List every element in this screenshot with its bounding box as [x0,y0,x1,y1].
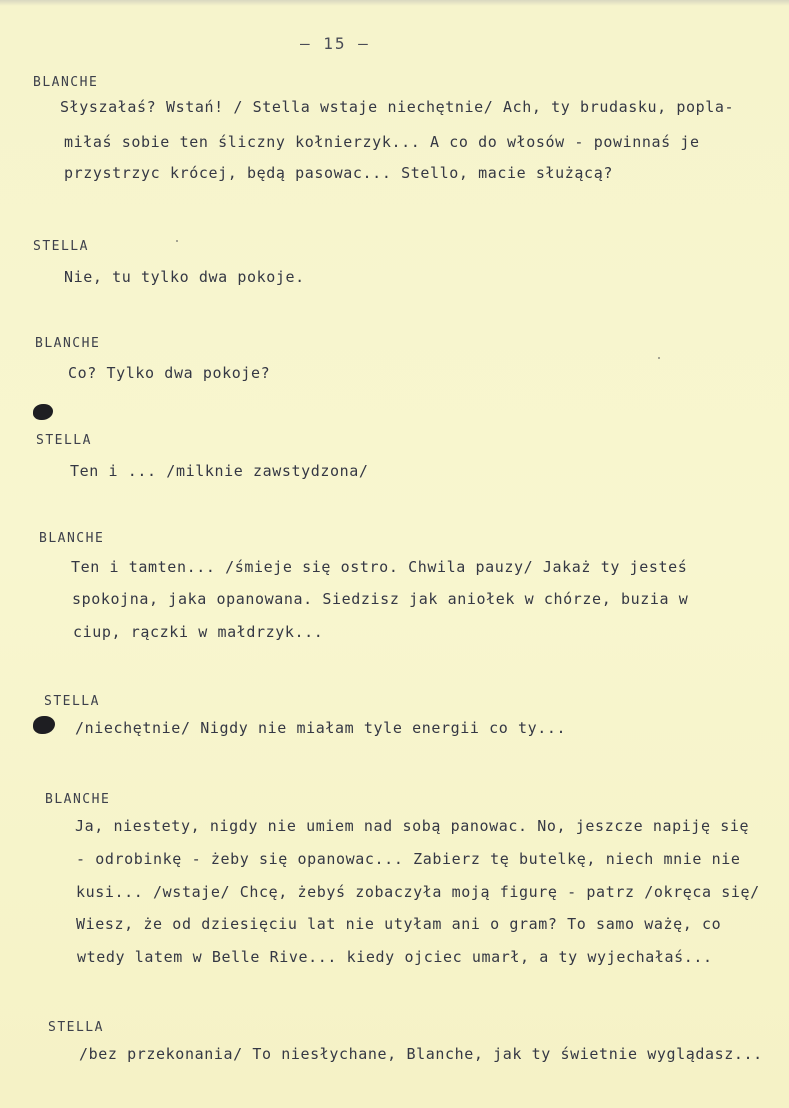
dialogue-line: Co? Tylko dwa pokoje? [68,364,271,382]
speaker-name: STELLA [44,694,100,709]
ink-blot [33,404,53,420]
ink-blot [33,716,55,734]
dialogue-line: - odrobinkę - żeby się opanowac... Zabierz tę butelkę, niech mnie nie [76,850,741,868]
dialogue-line: Ten i ... /milknie zawstydzona/ [70,462,369,480]
speaker-name: STELLA [36,433,92,448]
speaker-name: BLANCHE [45,792,111,807]
speaker-name: BLANCHE [39,531,105,546]
dialogue-line: Wiesz, że od dziesięciu lat nie utyłam ani o gram? To samo ważę, co [76,915,722,933]
paper-speck [176,240,178,242]
dialogue-line: miłaś sobie ten śliczny kołnierzyk... A co do włosów - powinnaś je [64,133,700,151]
paper-speck [658,357,660,359]
speaker-name: BLANCHE [35,336,101,351]
dialogue-line: spokojna, jaka opanowana. Siedzisz jak aniołek w chórze, buzia w [72,590,689,608]
dialogue-line: Ja, niestety, nigdy nie umiem nad sobą panowac. No, jeszcze napiję się [75,817,750,835]
dialogue-line: ciup, rączki w małdrzyk... [73,623,324,641]
speaker-name: STELLA [33,239,89,254]
page-edge-shadow [0,0,789,6]
dialogue-line: Słyszałaś? Wstań! / Stella wstaje niechętnie/ Ach, ty brudasku, popla- [60,98,735,116]
dialogue-line: kusi... /wstaje/ Chcę, żebyś zobaczyła moją figurę - patrz /okręca się/ [76,883,760,901]
dialogue-line: wtedy latem w Belle Rive... kiedy ojciec umarł, a ty wyjechałaś... [77,948,713,966]
dialogue-line: /bez przekonania/ To niesłychane, Blanche, jak ty świetnie wyglądasz... [79,1045,763,1063]
dialogue-line: Nie, tu tylko dwa pokoje. [64,268,305,286]
dialogue-line: przystrzyc krócej, będą pasowac... Stello, macie służącą? [64,164,613,182]
speaker-name: STELLA [48,1020,104,1035]
page-number: – 15 – [300,34,370,53]
dialogue-line: Ten i tamten... /śmieje się ostro. Chwila pauzy/ Jakaż ty jesteś [71,558,688,576]
dialogue-line: /niechętnie/ Nigdy nie miałam tyle energii co ty... [75,719,567,737]
speaker-name: BLANCHE [33,75,99,90]
